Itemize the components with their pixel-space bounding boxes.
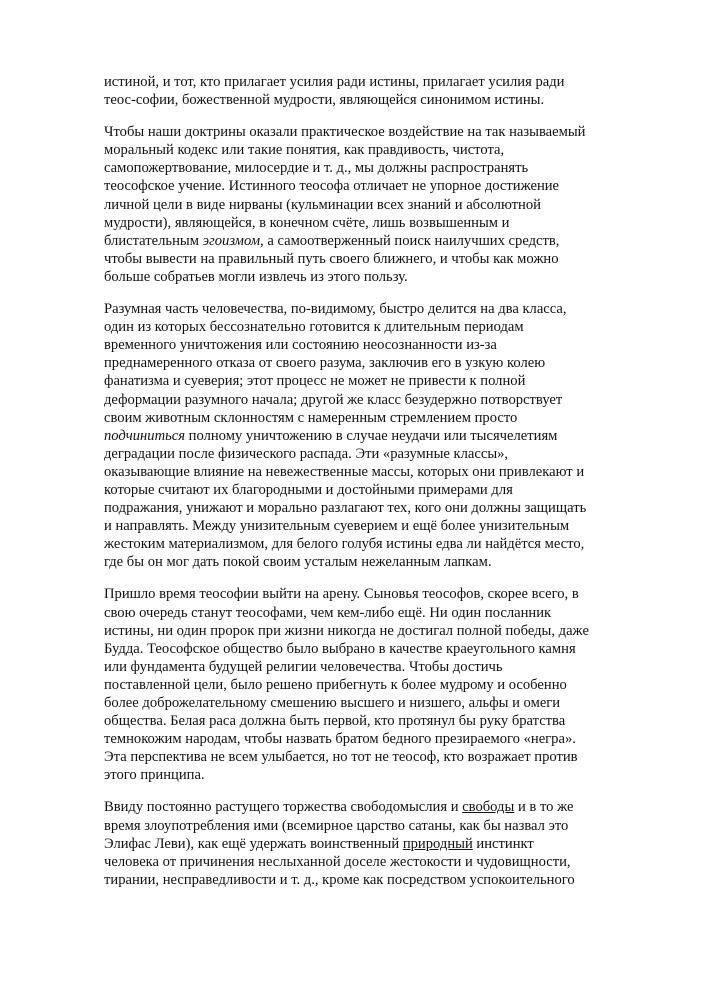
text-run: теософское учение. Истинного теософа отличает не упорное достижение	[104, 178, 560, 195]
text-line	[104, 214, 657, 232]
text-run: теос-софии, божественной мудрости, являющейся синонимом истины.	[104, 92, 545, 109]
text-line	[104, 798, 657, 816]
text-run: подражания, унижают и морально разлагают тех, кого они должны защищать	[104, 500, 587, 517]
text-line	[104, 553, 657, 571]
text-line	[104, 409, 657, 427]
text-line	[104, 748, 657, 766]
text-line	[104, 604, 657, 622]
text-run: Пришло время теософии выйти на арену. Сыновья теософов, скорее всего, в	[104, 586, 579, 603]
text-line	[104, 445, 657, 463]
text-run: Чтобы наши доктрины оказали практическое воздействие на так называемый	[104, 124, 586, 141]
text-run: человека от причинения неслыханной доселе жестокости и чудовищности,	[104, 853, 571, 870]
text-run: Эта перспектива не всем улыбается, но тот не теософ, кто возражает против	[104, 749, 578, 766]
text-line	[104, 853, 657, 871]
underlined-text: природный	[402, 835, 473, 852]
text-run: где бы он мог дать покой своим усталым нежеланным лапкам.	[104, 554, 492, 571]
text-line	[104, 640, 657, 658]
text-line	[104, 196, 657, 214]
text-line	[104, 585, 657, 603]
underlined-text: свободы	[462, 799, 515, 816]
text-run: блистательным	[104, 232, 203, 249]
text-line	[104, 517, 657, 535]
text-run: один из которых бессознательно готовится к длительным периодам	[104, 319, 524, 336]
text-run: оказывающие влияние на невежественные массы, которых они привлекают и	[104, 463, 585, 480]
paragraph	[104, 73, 657, 109]
text-line	[104, 499, 657, 517]
text-run: временного уничтожения или состоянию неосознанности из-за	[104, 337, 497, 354]
text-line	[104, 694, 657, 712]
text-line	[104, 318, 657, 336]
text-run: деформации разумного начала; другой же класс безудержно потворствует	[104, 391, 563, 408]
text-run: своим животным склонностям с намеренным стремлением просто	[104, 409, 518, 426]
text-run: общества. Белая раса должна быть первой, кто протянул бы руку братства	[104, 713, 566, 730]
text-line	[104, 481, 657, 499]
paragraph	[104, 123, 657, 286]
text-line	[104, 354, 657, 372]
text-line	[104, 232, 657, 250]
text-run: жестоким материализмом, для белого голубя истины едва ли найдётся место,	[104, 536, 585, 553]
text-run: истины, ни один пророк при жизни никогда не достигал полной победы, даже	[104, 622, 589, 639]
text-line	[104, 177, 657, 195]
text-run: этого принципа.	[104, 767, 205, 784]
text-line	[104, 712, 657, 730]
text-line	[104, 463, 657, 481]
text-run: моральный кодекс или такие понятия, как правдивость, чистота,	[104, 142, 505, 159]
paragraph	[104, 300, 657, 571]
text-line	[104, 268, 657, 286]
text-line	[104, 535, 657, 553]
text-run: темнокожим народам, чтобы назвать братом бедного презираемого «негра».	[104, 731, 576, 748]
text-run: Ввиду постоянно растущего торжества свободомыслия и	[104, 799, 463, 816]
text-line	[104, 658, 657, 676]
text-run: и направлять. Между унизительным суеверием и ещё более унизительным	[104, 518, 570, 535]
text-line	[104, 766, 657, 784]
text-run: более доброжелательному смешению высшего и низшего, альфы и омеги	[104, 695, 561, 711]
text-run: мудрости), являющейся, в конечном счёте, лишь возвышенным и	[104, 214, 510, 231]
text-line	[104, 835, 657, 853]
text-line	[104, 73, 657, 91]
text-run: больше собратьев могли извлечь из этого пользу.	[104, 268, 408, 285]
text-line	[104, 730, 657, 748]
text-run: Разумная часть человечества, по-видимому, быстро делится на два класса,	[104, 301, 567, 318]
text-run: поставленной цели, было решено прибегнуть к более мудрому и особенно	[104, 676, 567, 693]
emphasized-text: подчиниться	[104, 427, 186, 444]
text-run: , а самоотверженный поиск наилучших средств,	[260, 232, 560, 249]
text-run: свою очередь станут теософами, чем кем-либо ещё. Ни один посланник	[104, 604, 552, 621]
text-run: Будда. Теософское общество было выбрано в качестве краеугольного камня	[104, 640, 576, 657]
paragraph	[104, 798, 657, 888]
text-run: полному уничтожению в случае неудачи или тысячелетиям	[185, 427, 558, 444]
text-line	[104, 141, 657, 159]
text-run: тирании, несправедливости и т. д., кроме как посредством успокоительного	[104, 871, 575, 888]
text-line	[104, 871, 657, 889]
text-line	[104, 250, 657, 268]
text-run: деградации после физического распада. Эти «разумные классы»,	[104, 445, 509, 462]
text-run: или фундамента будущей религии человечества. Чтобы достичь	[104, 658, 503, 675]
text-line	[104, 372, 657, 390]
text-line	[104, 676, 657, 694]
text-run: чтобы вывести на правильный путь своего ближнего, и чтобы как можно	[104, 250, 559, 267]
text-run: фанатизма и суеверия; этот процесс не может не привести к полной	[104, 373, 526, 390]
text-run: и в то же	[514, 799, 574, 816]
text-line	[104, 817, 657, 835]
text-run: время злоупотребления ими (всемирное царство сатаны, как бы назвал это	[104, 817, 569, 834]
text-run: истиной, и тот, кто прилагает усилия ради истины, прилагает усилия ради	[104, 74, 565, 90]
text-run: Элифас Леви), как ещё удержать воинственный	[104, 835, 403, 852]
text-run: самопожертвование, милосердие и т. д., мы должны распространять	[104, 160, 529, 177]
text-line	[104, 300, 657, 318]
text-line	[104, 91, 657, 109]
text-line	[104, 622, 657, 640]
paragraph	[104, 585, 657, 784]
text-run: инстинкт	[472, 835, 534, 852]
text-line	[104, 427, 657, 445]
text-line	[104, 391, 657, 409]
emphasized-text: эгоизмом	[202, 232, 261, 249]
text-line	[104, 336, 657, 354]
text-line	[104, 159, 657, 177]
text-run: которые считают их благородными и достойными примерами для	[104, 481, 513, 498]
text-line	[104, 123, 657, 141]
text-run: преднамеренного отказа от своего разума, заключив его в узкую колею	[104, 355, 546, 372]
text-run: личной цели в виде нирваны (кульминации всех знаний и абсолютной	[104, 196, 541, 213]
